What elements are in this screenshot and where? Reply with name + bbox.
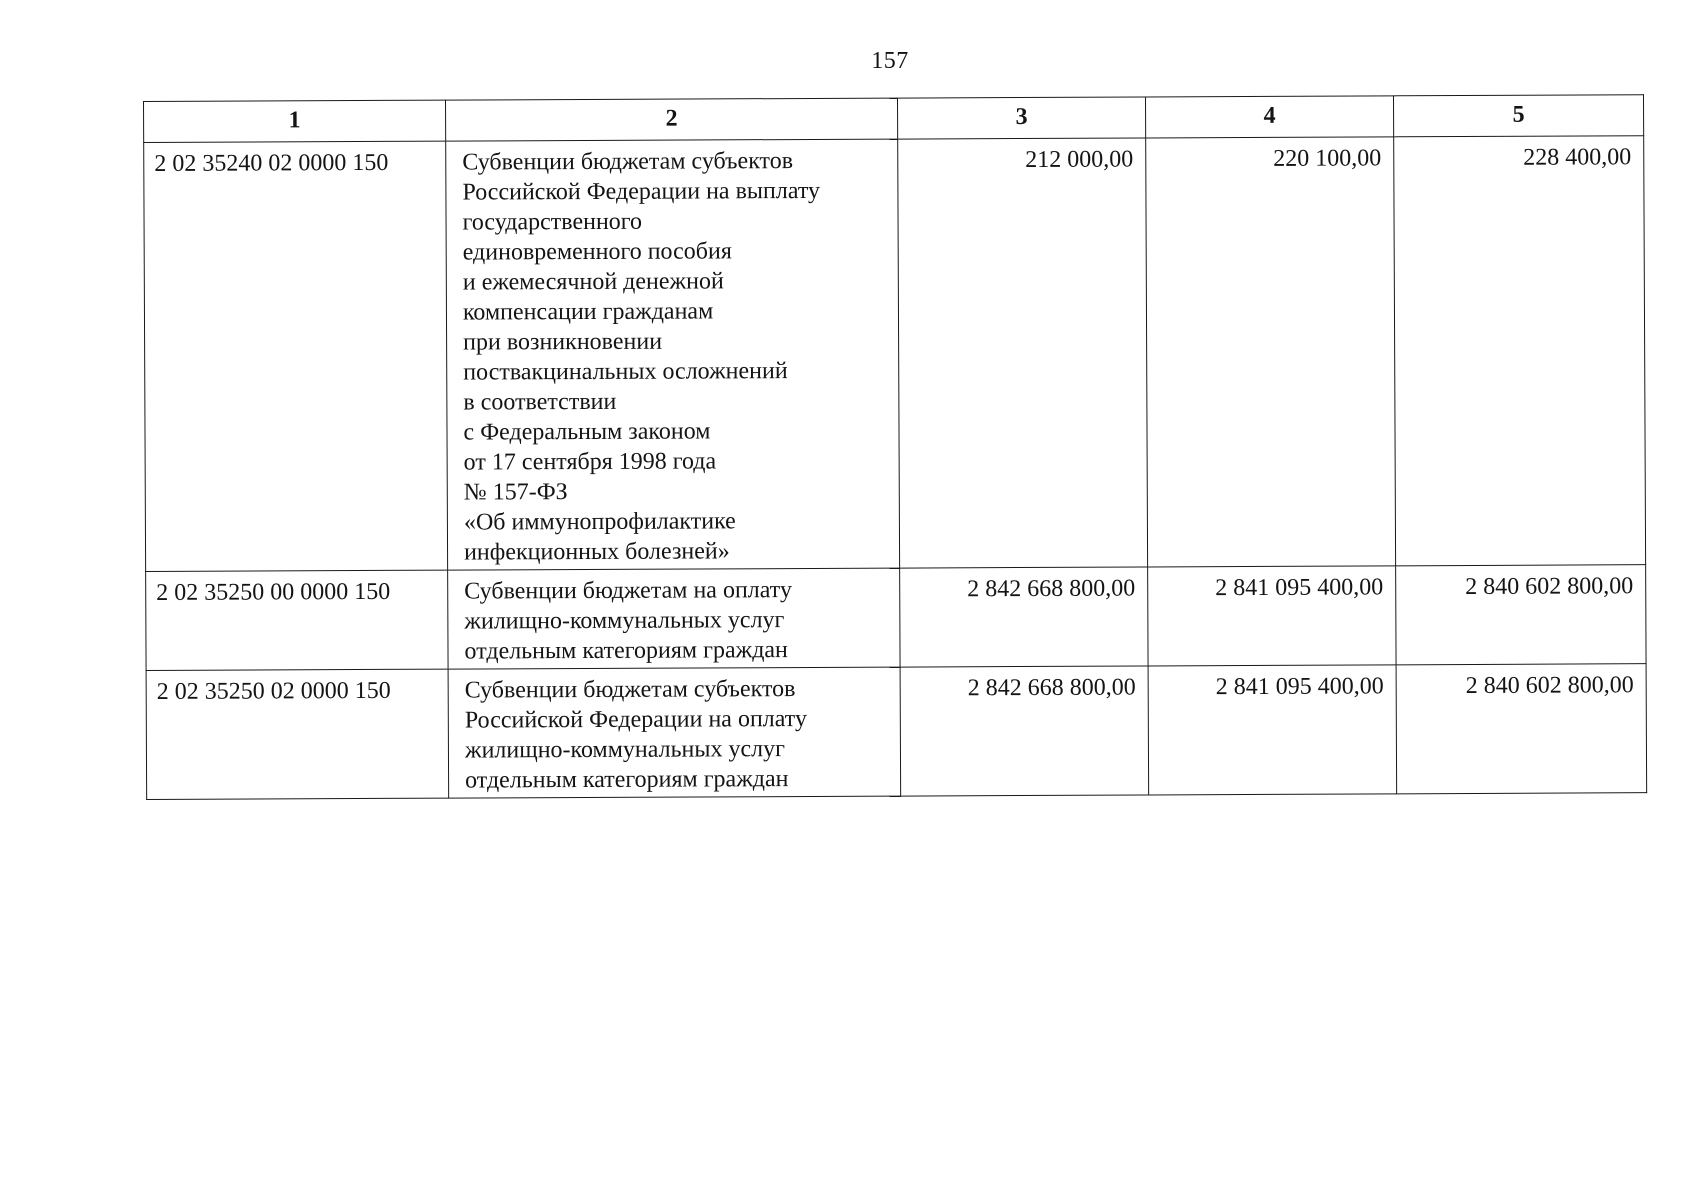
amount-col-5: 2 840 602 800,00 <box>1396 664 1647 794</box>
name-line: отдельным категориям граждан <box>465 766 789 794</box>
name-line: Российской Федерации на оплату <box>464 705 808 734</box>
name-line: государственного <box>462 208 643 236</box>
amount-col-3: 2 842 668 800,00 <box>900 666 1149 796</box>
name-line: в соответствии <box>463 388 617 416</box>
name-line: отдельным категориям граждан <box>464 637 788 665</box>
page-number: 157 <box>871 48 909 74</box>
name-line: поствакцинальных осложнений <box>463 358 788 386</box>
budget-code: 2 02 35250 02 0000 150 <box>146 669 449 799</box>
budget-code: 2 02 35250 00 0000 150 <box>146 570 448 670</box>
budget-code: 2 02 35240 02 0000 150 <box>144 141 448 571</box>
budget-item-name <box>448 667 901 798</box>
name-line: «Об иммунопрофилактике <box>463 508 736 536</box>
column-header-5: 5 <box>1393 95 1643 137</box>
amount-col-3: 212 000,00 <box>898 138 1148 568</box>
name-line: с Федеральным законом <box>463 418 711 446</box>
header-row <box>144 95 1644 143</box>
name-line: инфекционных болезней» <box>463 538 730 566</box>
table-row <box>146 565 1646 671</box>
amount-col-4: 2 841 095 400,00 <box>1148 665 1397 795</box>
name-line: жилищно-коммунальных услуг <box>464 736 786 764</box>
name-line: и ежемесячной денежной <box>462 268 724 296</box>
table-row <box>146 664 1647 800</box>
name-line: от 17 сентября 1998 года <box>463 448 717 476</box>
amount-col-4: 220 100,00 <box>1146 137 1396 567</box>
amount-col-3: 2 842 668 800,00 <box>900 567 1148 667</box>
column-header-1: 1 <box>144 100 446 142</box>
name-line: Субвенции бюджетам субъектов <box>464 676 796 704</box>
column-header-4: 4 <box>1145 96 1393 138</box>
name-line: Субвенции бюджетам субъектов <box>462 148 794 176</box>
name-line: при возникновении <box>463 328 663 356</box>
budget-item-name <box>446 139 900 570</box>
column-header-2: 2 <box>445 98 897 141</box>
budget-item-name <box>448 568 900 669</box>
table-row <box>144 136 1646 572</box>
budget-table <box>143 94 1647 800</box>
amount-col-5: 228 400,00 <box>1394 136 1646 566</box>
amount-col-4: 2 841 095 400,00 <box>1148 566 1396 666</box>
name-line: Субвенции бюджетам на оплату <box>464 577 793 605</box>
name-line: единовременного пособия <box>462 238 732 266</box>
amount-col-5: 2 840 602 800,00 <box>1396 565 1646 665</box>
name-line: компенсации гражданам <box>462 298 714 326</box>
name-line: жилищно-коммунальных услуг <box>464 607 785 635</box>
column-header-3: 3 <box>897 97 1145 139</box>
name-line: Российской Федерации на выплату <box>462 177 821 206</box>
name-line: № 157-ФЗ <box>463 479 568 506</box>
